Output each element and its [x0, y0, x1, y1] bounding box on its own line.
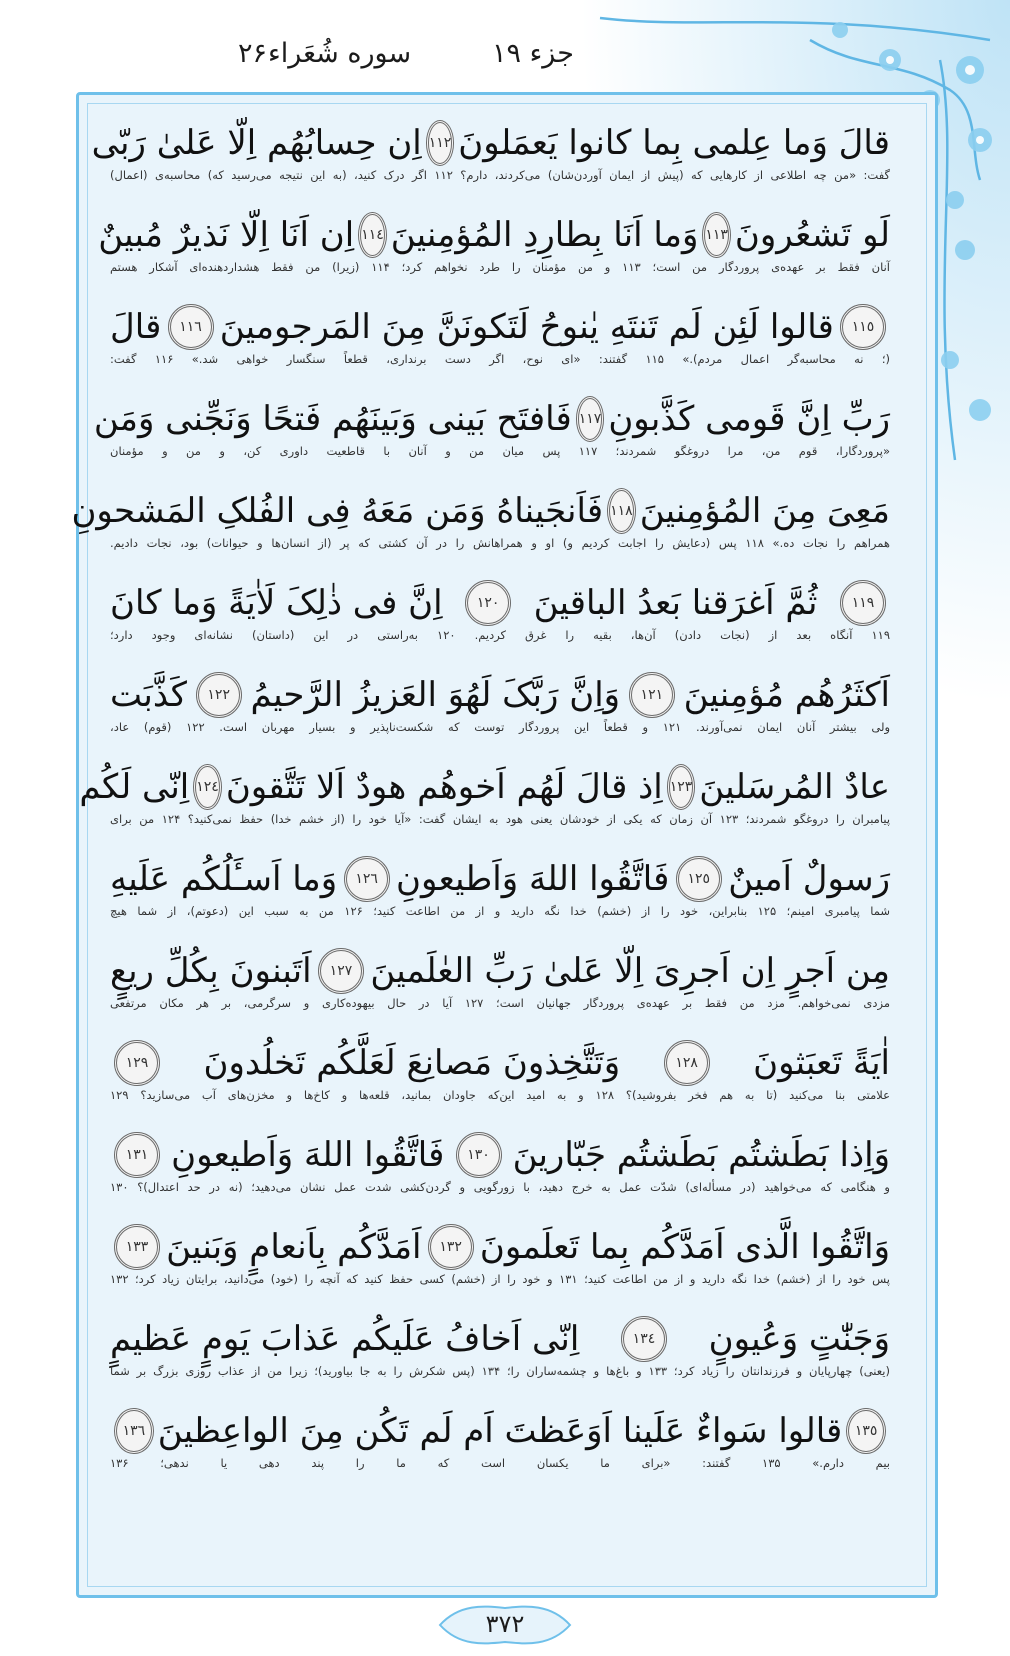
- arabic-text-line: [110, 948, 890, 994]
- verse-number-marker: ١٢٥: [676, 856, 722, 902]
- arabic-segment: رَسولٌ اَمینٌ: [728, 859, 890, 899]
- verse-line: [110, 580, 890, 644]
- verse-number-marker: ١١٥: [840, 304, 886, 350]
- persian-translation-line: گفت: «من چه اطلاعی از کارهایی که (پیش از ایمان آوردن‌شان) می‌کردند، دارم؟ ۱۱۲ اگر درک کنید، (به این نتیجه می‌رسید که) محاسبه‌ی (اعمال): [110, 168, 890, 182]
- persian-translation-line: (؛ نه محاسبه‌گر اعمال مردم).» ۱۱۵ گفتند: «ای نوح، اگر دست برنداری، قطعاً سنگسار خواهی شد.» ۱۱۶ گفت:: [110, 352, 890, 366]
- verse-line: [110, 1132, 890, 1196]
- juz-label: جزء ۱۹: [492, 38, 574, 69]
- verse-number-marker: ١٣٢: [428, 1224, 474, 1270]
- verse-number-marker: ١١٩: [840, 580, 886, 626]
- arabic-segment: مِن اَجرٍ اِن اَجرِیَ اِلّا عَلیٰ رَبِّ العٰلَمینَ: [370, 951, 890, 991]
- verse-number-marker: ١٢٦: [344, 856, 390, 902]
- verse-line: [110, 1408, 890, 1472]
- verse-line: [71, 488, 890, 552]
- verse-number-marker: ١٣٠: [456, 1132, 502, 1178]
- arabic-segment: اِن حِسابُهُم اِلّا عَلیٰ رَبّی: [91, 123, 422, 163]
- persian-translation-line: و هنگامی که می‌خواهید (در مسأله‌ای) شدّت عمل به خرج دهید، با زورگویی و گردن‌کشی شدت عمل نشان می‌دهید؛ (نه در حد اعتدال)؟ ۱۳۰: [110, 1180, 890, 1194]
- verse-number-marker: ١٢٠: [465, 580, 511, 626]
- persian-translation-line: بیم دارم.» ۱۳۵ گفتند: «برای ما یکسان است که ما را پند دهی یا ندهی؛ ۱۳۶: [110, 1456, 890, 1470]
- verse-line: [110, 1316, 890, 1380]
- verse-line: [110, 1224, 890, 1288]
- arabic-segment: قالوا لَئِن لَم تَنتَهِ یٰنوحُ لَتَکونَنَّ مِنَ المَرجومینَ: [219, 307, 834, 347]
- verse-number-marker: ١٢٣: [667, 764, 696, 810]
- arabic-text-line: [110, 672, 890, 718]
- arabic-segment: قالَ وَما عِلمی بِما کانوا یَعمَلونَ: [458, 123, 890, 163]
- surah-number: ۲۶: [238, 38, 268, 69]
- arabic-text-line: [110, 1316, 890, 1362]
- arabic-segment: اٰیَةً تَعبَثونَ: [753, 1043, 890, 1083]
- arabic-segment: کَذَّبَت: [110, 675, 187, 715]
- arabic-segment: اِن اَنَا اِلّا نَذیرٌ مُبینٌ: [98, 215, 355, 255]
- verse-line: [110, 672, 890, 736]
- arabic-segment: لَو تَشعُرونَ: [734, 215, 890, 255]
- persian-translation-line: پیامبران را دروغگو شمردند؛ ۱۲۳ آن زمان که یکی از خودشان یعنی هود به ایشان گفت: «آیا خود را (از خشم خدا) حفظ نمی‌کنید؟ ۱۲۴ من برای: [110, 812, 891, 826]
- arabic-text-line: [110, 1132, 890, 1178]
- arabic-segment: اِذ قالَ لَهُم اَخوهُم هودٌ اَلا تَتَّقونَ: [225, 767, 663, 807]
- verse-line: [110, 856, 890, 920]
- verse-number-marker: ١١٦: [168, 304, 214, 350]
- verse-number-marker: ١٢٨: [664, 1040, 710, 1086]
- arabic-segment: فَاَنجَیناهُ وَمَن مَعَهُ فِی الفُلکِ المَشحونِ: [71, 491, 604, 531]
- arabic-text-line: [91, 120, 890, 166]
- arabic-segment: وَتَتَّخِذونَ مَصانِعَ لَعَلَّکُم تَخلُدونَ: [203, 1043, 621, 1083]
- persian-translation-line: ولی بیشتر آنان ایمان نمی‌آورند. ۱۲۱ و قطعاً این پروردگار توست که شکست‌ناپذیر و بسیار مهربان است. ۱۲۲ (قوم) عاد،: [110, 720, 890, 734]
- verse-number-marker: ١٣١: [114, 1132, 160, 1178]
- arabic-text-line: [79, 764, 890, 810]
- verse-number-marker: ١٣٣: [114, 1224, 160, 1270]
- arabic-text-line: [110, 856, 890, 902]
- arabic-segment: وَاِذا بَطَشتُم بَطَشتُم جَبّارینَ: [512, 1135, 890, 1175]
- arabic-segment: اَتَبنونَ بِکُلِّ ریعٍ: [110, 951, 312, 991]
- arabic-segment: ثُمَّ اَغرَقنا بَعدُ الباقینَ: [533, 583, 818, 623]
- arabic-segment: وَجَنّٰتٍ وَعُیونٍ: [708, 1319, 890, 1359]
- persian-translation-line: آنان فقط بر عهده‌ی پروردگار من است؛ ۱۱۳ و من مؤمنان را طرد نخواهم کرد؛ ۱۱۴ (زیرا) من فقط هشداردهنده‌ای آشکار هستم: [110, 260, 891, 274]
- arabic-segment: فَاتَّقُوا اللهَ وَاَطیعونِ: [171, 1135, 445, 1175]
- verse-number-marker: ١٢١: [629, 672, 675, 718]
- verse-number-marker: ١١٢: [426, 120, 455, 166]
- verse-line: [110, 1040, 890, 1104]
- verse-line: [110, 304, 890, 368]
- arabic-segment: فَافتَح بَینی وَبَینَهُم فَتحًا وَنَجِّنی وَمَن: [93, 399, 572, 439]
- arabic-segment: قالوا سَواءٌ عَلَینا اَوَعَظتَ اَم لَم تَکُن مِنَ الواعِظینَ: [157, 1411, 843, 1451]
- persian-translation-line: (یعنی) چهارپایان و فرزندانتان را زیاد کرد؛ ۱۳۳ و باغ‌ها و چشمه‌ساران را؛ ۱۳۴ (پس شکرش را به جا بیاورید)؛ زیرا من از عذاب روزی بزرگ بر شما: [110, 1364, 890, 1378]
- arabic-segment: وَاِنَّ رَبَّکَ لَهُوَ العَزیزُ الرَّحیمُ: [250, 675, 621, 715]
- persian-translation-line: علامتی بنا می‌کنید (تا به هم فخر بفروشید)؟ ۱۲۸ و به امید این‌که جاودان بمانید، قلعه‌ها و کاخ‌ها و مخزن‌های آب می‌سازید؟ ۱۲۹: [110, 1088, 891, 1102]
- arabic-segment: اَکثَرُهُم مُؤمِنینَ: [683, 675, 890, 715]
- verse-number-marker: ١١٨: [607, 488, 636, 534]
- page-header: [0, 38, 1010, 78]
- arabic-text-line: [71, 488, 890, 534]
- verse-line: [93, 396, 890, 460]
- arabic-text-line: [110, 1224, 890, 1270]
- verse-number-marker: ١٣٤: [621, 1316, 667, 1362]
- verse-line: [91, 120, 890, 184]
- verse-number-marker: ١٢٧: [318, 948, 364, 994]
- surah-name: سوره شُعَراء: [268, 38, 412, 69]
- arabic-segment: وَاتَّقُوا الَّذی اَمَدَّکُم بِما تَعلَمونَ: [479, 1227, 890, 1267]
- verse-number-marker: ١٢٤: [193, 764, 222, 810]
- arabic-segment: فَاتَّقُوا اللهَ وَاَطیعونِ: [396, 859, 670, 899]
- verse-line: [110, 948, 890, 1012]
- verse-number-marker: ١١٧: [576, 396, 605, 442]
- arabic-text-line: [110, 1040, 890, 1086]
- arabic-segment: مَعِیَ مِنَ المُؤمِنینَ: [639, 491, 890, 531]
- verse-line: [79, 764, 891, 828]
- arabic-segment: وَما اَسـَٔلُکُم عَلَیهِ: [110, 859, 338, 899]
- arabic-text-line: [110, 1408, 890, 1454]
- arabic-text-line: [110, 304, 890, 350]
- verse-line: [98, 212, 891, 276]
- persian-translation-line: شما پیامبری امینم؛ ۱۲۵ بنابراین، خود را از (خشم) خدا نگه دارید و از من اطاعت کنید؛ ۱۲۶ من به سبب این (دعوتم)، از شما هیچ: [110, 904, 891, 918]
- arabic-segment: اَمَدَّکُم بِاَنعامٍ وَبَنینَ: [166, 1227, 422, 1267]
- arabic-text-line: [98, 212, 890, 258]
- arabic-segment: اِنّی اَخافُ عَلَیکُم عَذابَ یَومٍ عَظیمٍ: [110, 1319, 580, 1359]
- page-number: ۳۷۲: [485, 1610, 525, 1638]
- persian-translation-line: «پروردگارا، قوم من، مرا دروغگو شمردند؛ ۱۱۷ پس میان من و آنان با قاطعیت داوری کن، و من و مؤمنان: [110, 444, 890, 458]
- verse-number-marker: ١٢٢: [196, 672, 242, 718]
- arabic-segment: اِنّی لَکُم: [79, 767, 190, 807]
- persian-translation-line: ۱۱۹ آنگاه بعد از (نجات دادن) آن‌ها، بقیه را غرق کردیم. ۱۲۰ به‌راستی در این (داستان) نشانه‌ای وجود دارد؛: [110, 628, 890, 642]
- arabic-segment: وَما اَنَا بِطارِدِ المُؤمِنینَ: [390, 215, 699, 255]
- verse-number-marker: ١٣٥: [846, 1408, 886, 1454]
- persian-translation-line: مزدی نمی‌خواهم. مزد من فقط بر عهده‌ی پروردگار جهانیان است؛ ۱۲۷ آیا در حال بیهوده‌کاری و سرگرمی، بر هر مکان مرتفعی: [110, 996, 890, 1010]
- verse-number-marker: ١١٤: [358, 212, 387, 258]
- arabic-segment: رَبِّ اِنَّ قَومی کَذَّبونِ: [608, 399, 890, 439]
- arabic-segment: قالَ: [110, 307, 162, 347]
- arabic-segment: اِنَّ فی ذٰلِکَ لَاٰیَةً وَما کانَ: [110, 583, 443, 623]
- page-number-badge: [430, 1598, 580, 1652]
- verse-number-marker: ١١٣: [702, 212, 731, 258]
- arabic-text-line: [93, 396, 890, 442]
- persian-translation-line: همراهم را نجات ده.» ۱۱۸ پس (دعایش را اجابت کردیم و) او و همراهانش را در آن کشتی که پر (از انسان‌ها و حیوانات) بود، نجات دادیم.: [110, 536, 890, 550]
- verse-number-marker: ١٣٦: [114, 1408, 154, 1454]
- persian-translation-line: پس خود را از (خشم) خدا نگه دارید و از من اطاعت کنید؛ ۱۳۱ و خود را از (خشم) کسی حفظ کنید که آنچه را (خود) می‌دانید، برایتان زیاد کرد؛ ۱۳۲: [110, 1272, 891, 1286]
- arabic-segment: عادٌ المُرسَلینَ: [699, 767, 890, 807]
- arabic-text-line: [110, 580, 890, 626]
- verse-number-marker: ١٢٩: [114, 1040, 160, 1086]
